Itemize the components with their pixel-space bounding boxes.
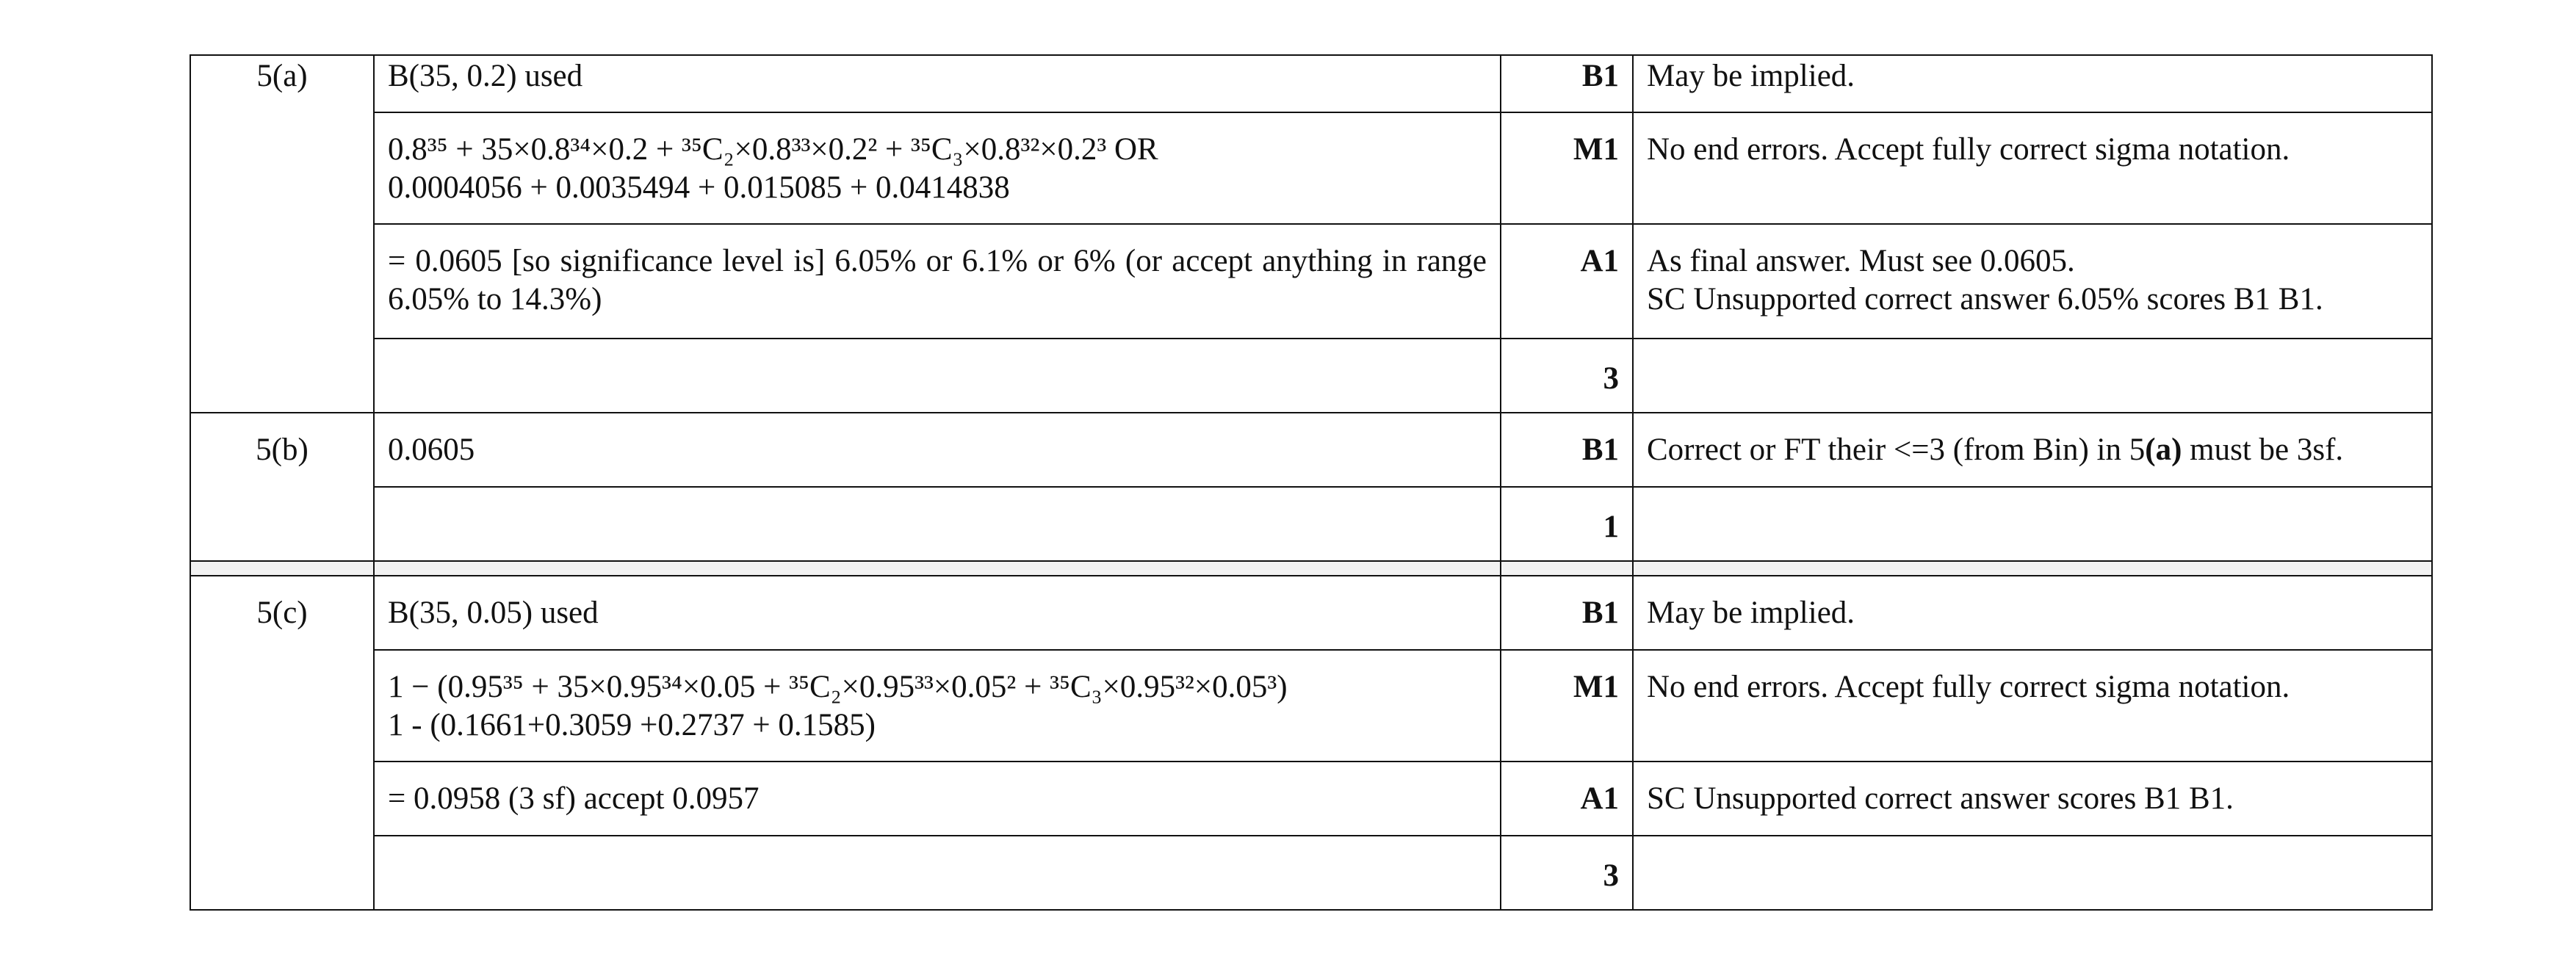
question-label: 5(a): [190, 55, 374, 413]
total-marks: 3: [1501, 339, 1633, 413]
answer-line: 1 - (0.1661+0.3059 +0.2737 + 0.1585): [388, 708, 876, 742]
mark-scheme-table: [190, 54, 2433, 911]
total-row: [190, 339, 2432, 413]
empty-cell: [1633, 836, 2432, 910]
guidance-cell: May be implied.: [1633, 576, 2432, 650]
section-separator: [190, 561, 2432, 576]
mark-cell: A1: [1501, 762, 1633, 836]
question-label: 5(b): [190, 413, 374, 561]
empty-cell: [1633, 487, 2432, 561]
answer-cell: B(35, 0.2) used: [374, 55, 1501, 112]
answer-line: 0.0004056 + 0.0035494 + 0.015085 + 0.0414838: [388, 170, 1010, 205]
answer-cell: = 0.0605 [so significance level is] 6.05% or 6.1% or 6% (or accept anything in range 6.05% to 14.3%): [374, 224, 1501, 339]
empty-cell: [1633, 339, 2432, 413]
total-marks: 1: [1501, 487, 1633, 561]
total-marks: 3: [1501, 836, 1633, 910]
guidance-cell: [1633, 413, 2432, 487]
answer-cell: = 0.0958 (3 sf) accept 0.0957: [374, 762, 1501, 836]
mark-cell: B1: [1501, 576, 1633, 650]
guidance-text: Correct or FT their <=3 (from Bin) in 5: [1647, 433, 2146, 467]
mark-cell: M1: [1501, 650, 1633, 762]
total-row: [190, 487, 2432, 561]
guidance-line: SC Unsupported correct answer 6.05% scores B1 B1.: [1647, 282, 2323, 317]
answer-line: 1 − (0.95³⁵ + 35×0.95³⁴×0.05 + ³⁵C₂×0.95³³×0.05² + ³⁵C₃×0.95³²×0.05³): [388, 670, 1288, 704]
guidance-emphasis: (a): [2145, 433, 2182, 467]
mark-cell: M1: [1501, 112, 1633, 224]
guidance-cell: [1633, 224, 2432, 339]
mark-cell: B1: [1501, 55, 1633, 112]
empty-cell: [374, 487, 1501, 561]
empty-cell: [374, 339, 1501, 413]
answer-cell: [374, 650, 1501, 762]
table-row: [190, 413, 2432, 487]
guidance-cell: No end errors. Accept fully correct sigma notation.: [1633, 650, 2432, 762]
question-label: 5(c): [190, 576, 374, 910]
answer-line: 0.8³⁵ + 35×0.8³⁴×0.2 + ³⁵C₂×0.8³³×0.2² + ³⁵C₃×0.8³²×0.2³ OR: [388, 132, 1158, 167]
guidance-cell: May be implied.: [1633, 55, 2432, 112]
table-row: [190, 762, 2432, 836]
guidance-cell: SC Unsupported correct answer scores B1 B1.: [1633, 762, 2432, 836]
empty-cell: [374, 836, 1501, 910]
mark-cell: A1: [1501, 224, 1633, 339]
table-row: [190, 576, 2432, 650]
mark-cell: B1: [1501, 413, 1633, 487]
guidance-cell: No end errors. Accept fully correct sigma notation.: [1633, 112, 2432, 224]
answer-cell: B(35, 0.05) used: [374, 576, 1501, 650]
table-row: [190, 55, 2432, 112]
answer-cell: 0.0605: [374, 413, 1501, 487]
guidance-text: must be 3sf.: [2182, 433, 2344, 467]
table-row: [190, 112, 2432, 224]
total-row: [190, 836, 2432, 910]
table-row: [190, 650, 2432, 762]
table-row: [190, 224, 2432, 339]
guidance-line: As final answer. Must see 0.0605.: [1647, 244, 2075, 278]
answer-cell: [374, 112, 1501, 224]
